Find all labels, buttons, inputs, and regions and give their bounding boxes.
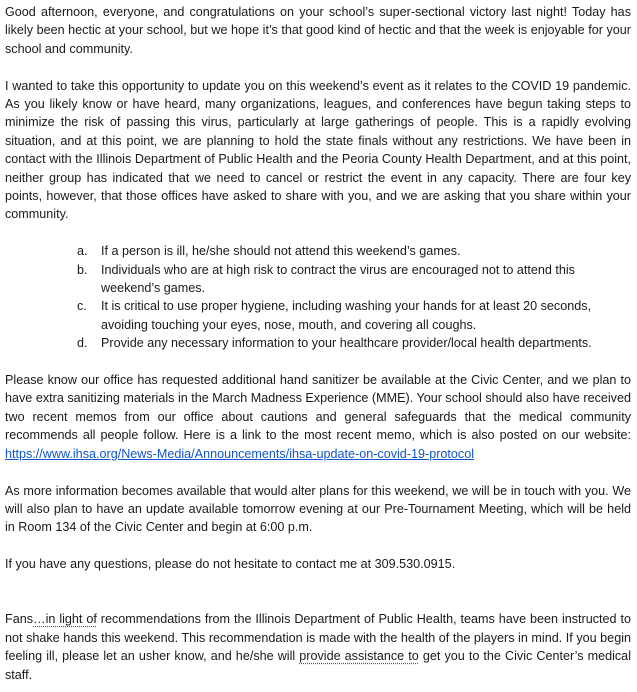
paragraph-gap [5, 353, 631, 371]
contact-paragraph: If you have any questions, please do not hesitate to contact me at 309.530.0915. [5, 557, 456, 572]
in-light-of-text: in light of [45, 612, 97, 627]
covid-update-paragraph: I wanted to take this opportunity to update you on this weekend’s event as it relates to the COVID 19 pandemic. As you likely know or have heard, many organizations, leagues, and conferences have begun taking steps to minimize the risk of passing this virus, particularly at large gatherings of people. This is a rapidly evolving situation, and at this point, we are planning to hold the state finals without any restrictions. We have been in contact with the Illinois Department of Public Health and the Peoria County Health Department, and at this point, neither group has indicated that we need to cancel or restrict the event in any capacity. There are four key points, however, that those offices have asked to share with you, and we are asking that you share within your community. [5, 78, 631, 222]
list-marker: c. [77, 299, 87, 314]
fans-end-text: get you to the Civic Center’s medical staff. [5, 649, 631, 682]
paragraph-gap [5, 58, 631, 76]
paragraph-gap [5, 224, 631, 242]
grammar-flag-provide: provide assistance to [299, 649, 419, 664]
list-item [5, 242, 631, 260]
meeting-paragraph: As more information becomes available that would alter plans for this weekend, we will be in touch with you. We will also plan to have an update available tomorrow evening at our Pre-Tournament Meeting, which will be held in Room 134 of the Civic Center and begin at 6:00 p.m. [5, 483, 631, 535]
grammar-flag [33, 612, 97, 626]
intro-paragraph: Good afternoon, everyone, and congratulations on your school’s super-sectional victory last night! Today has likely been hectic at your school, but we hope it’s that good kind of hectic and that the week is enjoyable for your school and community. [5, 5, 631, 56]
list-item-text: Provide any necessary information to your healthcare provider/local health departments. [101, 336, 592, 351]
memo-link[interactable]: https://www.ihsa.org/News-Media/Announcements/ihsa-update-on-covid-19-protocol [5, 446, 474, 461]
list-item [5, 261, 631, 298]
fans-word: Fans [5, 612, 33, 627]
sanitizer-text: Please know our office has requested additional hand sanitizer be available at the Civic Center, and we plan to have extra sanitizing materials in the March Madness Experience (MME). Your school should also have received two recent memos from our office about cautions and general safeguards that the medical community recommends all people follow. Here is a link to the most recent memo, which is also posted on our website: [5, 373, 631, 443]
paragraph-gap [5, 537, 631, 555]
sanitizer-paragraph [5, 371, 631, 463]
list-item-text: It is critical to use proper hygiene, including washing your hands for at least 20 seconds, avoiding touching your eyes, nose, mouth, and covering all coughs. [101, 299, 592, 332]
list-marker: d. [77, 336, 88, 351]
list-item-text: Individuals who are at high risk to contract the virus are encouraged not to attend this weekend’s games. [101, 262, 575, 296]
list-marker: b. [77, 262, 88, 277]
paragraph-gap [5, 463, 631, 481]
ellipsis: … [33, 612, 46, 627]
list-marker: a. [77, 244, 88, 259]
list-item [5, 297, 631, 334]
fans-text: recommendations from the Illinois Department of Public Health, teams have been instructed to not shake hands this weekend. This recommendation is made with the health of the players in mind. If you begin feeling ill, please let an usher know, and he/she will [5, 612, 631, 664]
paragraph-gap [5, 592, 631, 610]
key-points-list [5, 242, 631, 352]
list-item-text: If a person is ill, he/she should not attend this weekend’s games. [101, 244, 461, 259]
paragraph-gap [5, 574, 631, 592]
list-item [5, 334, 631, 352]
letter-body [5, 3, 631, 684]
fans-paragraph [5, 610, 631, 684]
